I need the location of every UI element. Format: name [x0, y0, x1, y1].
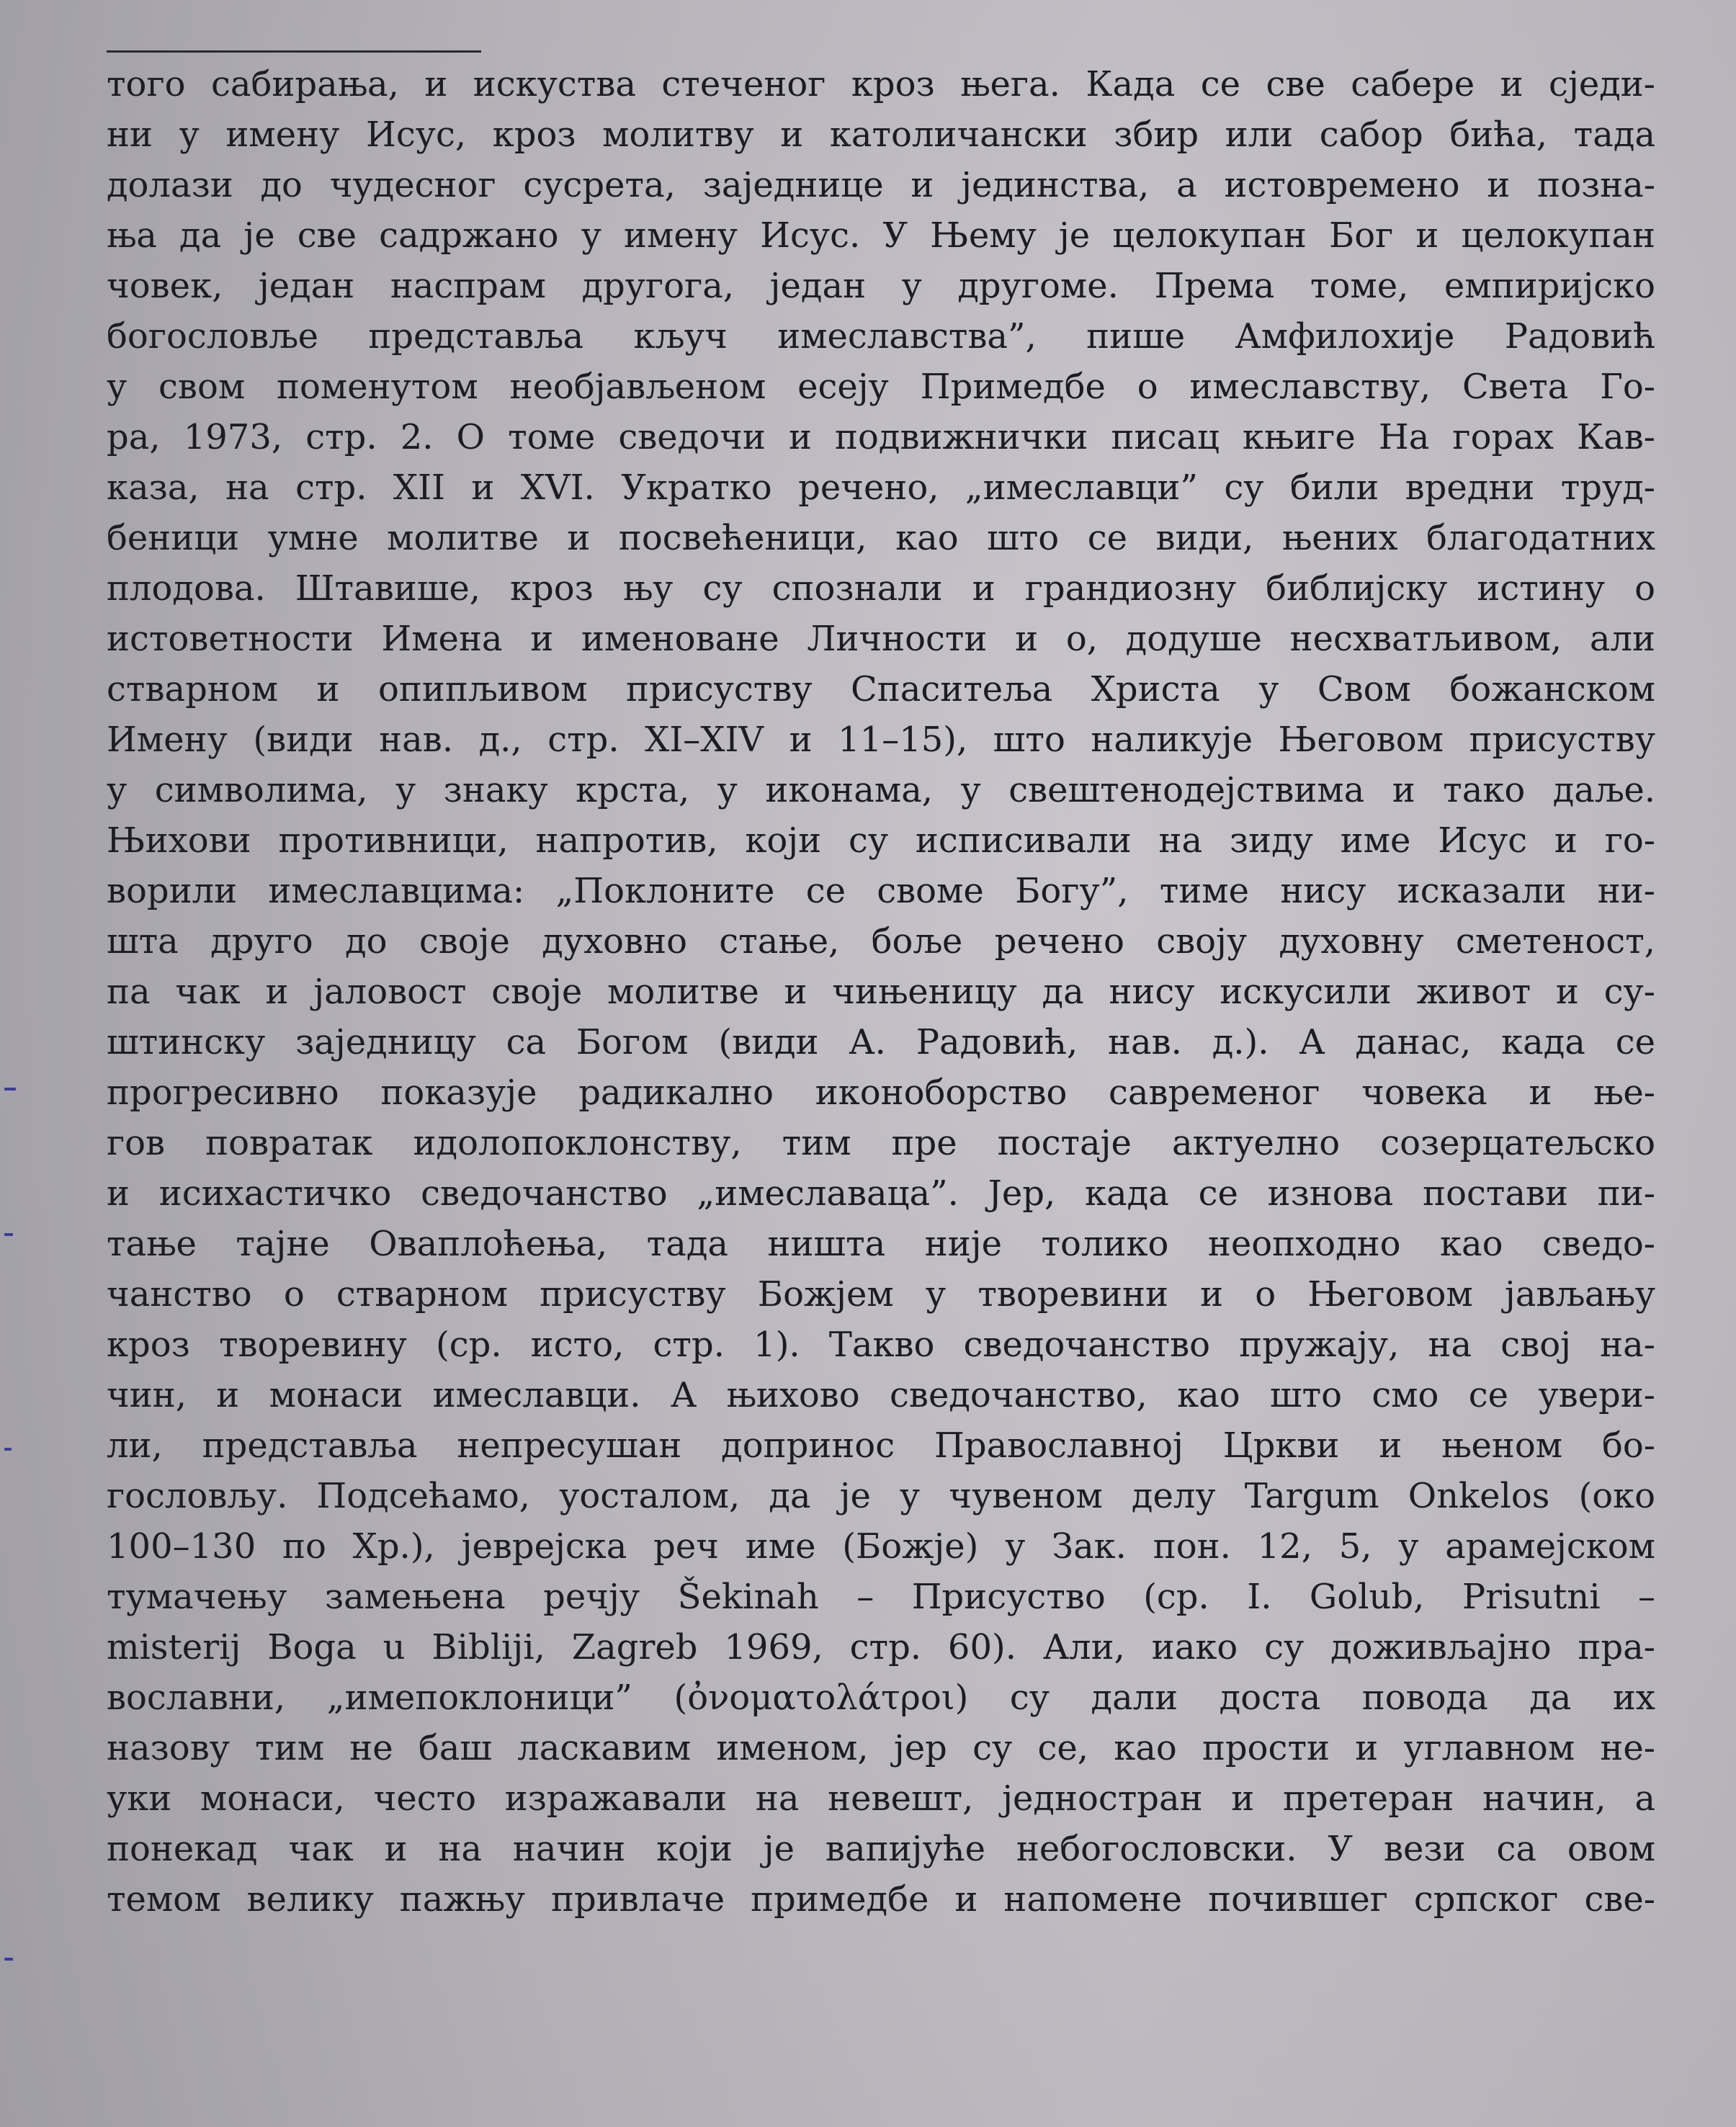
text-line: ни у имену Исус, кроз молитву и католичански збир или сабор бића, тада — [107, 115, 1655, 155]
text-line: тумачењу замењена речју Šekinah – Присуство (ср. I. Golub, Prisutni – — [107, 1577, 1655, 1617]
text-line: 100–130 по Хр.), јеврејска реч име (Божје) у Зак. пон. 12, 5, у арамејском — [107, 1526, 1655, 1567]
text-line: Имену (види нав. д., стр. XI–XIV и 11–15), што наликује Његовом присуству — [107, 720, 1655, 760]
text-line: у символима, у знаку крста, у иконама, у свештенодејствима и тако даље. — [107, 770, 1655, 810]
margin-pen-mark — [4, 1958, 13, 1961]
footnote-separator-rule — [107, 50, 481, 53]
text-line: шта друго до своје духовно стање, боље речено своју духовну сметеност, — [107, 921, 1655, 962]
text-line: у свом поменутом необјављеном есеју Примедбе о имеславству, Света Го- — [107, 367, 1655, 407]
text-line: назову тим не баш ласкавим именом, јер су се, као прости и углавном не- — [107, 1728, 1655, 1768]
text-line: кроз творевину (ср. исто, стр. 1). Такво сведочанство пружају, на свој на- — [107, 1325, 1655, 1365]
text-line: и исихастичко сведочанство „имеславаца”. Јер, када се изнова постави пи- — [107, 1173, 1655, 1214]
text-line: чин, и монаси имеславци. А њихово сведочанство, као што смо се увери- — [107, 1375, 1655, 1415]
margin-pen-mark — [4, 1233, 13, 1236]
text-line: штинску заједницу са Богом (види А. Радовић, нав. д.). А данас, када се — [107, 1022, 1655, 1062]
text-line: темом велику пажњу привлаче примедбе и напомене почившег српског све- — [107, 1879, 1655, 1920]
text-line: вославни, „имепоклоници” (ὀνοματολάτροι) су дали доста повода да их — [107, 1678, 1655, 1718]
margin-pen-mark — [4, 1088, 16, 1091]
text-line: прогресивно показује радикално иконоборство савременог човека и ње- — [107, 1073, 1655, 1113]
text-line: плодова. Штавише, кроз њу су спознали и грандиозну библијску истину о — [107, 568, 1655, 609]
text-line: misterij Boga u Bibliji, Zagreb 1969, стр. 60). Али, иако су доживљајно пра- — [107, 1627, 1655, 1667]
text-line: истоветности Имена и именоване Личности и о, додуше несхватљивом, али — [107, 619, 1655, 659]
text-line: беници умне молитве и посвећеници, као што се види, њених благодатних — [107, 518, 1655, 558]
text-line: стварном и опипљивом присуству Спаситеља Христа у Свом божанском — [107, 669, 1655, 709]
text-line: долази до чудесног сусрета, заједнице и јединства, а истовремено и позна- — [107, 165, 1655, 205]
text-line: па чак и јаловост своје молитве и чињеницу да нису искусили живот и су- — [107, 972, 1655, 1012]
text-line: ворили имеславцима: „Поклоните се своме Богу”, тиме нису исказали ни- — [107, 871, 1655, 911]
text-line: чанство о стварном присуству Божјем у творевини и о Његовом јављању — [107, 1274, 1655, 1315]
text-line: човек, један наспрам другога, један у другоме. Према томе, емпиријско — [107, 266, 1655, 306]
text-line: каза, на стр. XII и XVI. Укратко речено, „имеславци” су били вредни труд- — [107, 467, 1655, 508]
text-line: того сабирања, и искуства стеченог кроз њега. Када се све сабере и сједи- — [107, 64, 1655, 104]
text-line: богословље представља кључ имеславства”, пише Амфилохије Радовић — [107, 316, 1655, 357]
text-line: ра, 1973, стр. 2. О томе сведочи и подвижнички писац књиге На горах Кав- — [107, 417, 1655, 457]
margin-pen-mark — [4, 1448, 12, 1451]
text-line: тање тајне Оваплоћења, тада ништа није толико неопходно као сведо- — [107, 1224, 1655, 1264]
text-line: гов повратак идолопоклонству, тим пре постаје актуелно созерцатељско — [107, 1123, 1655, 1163]
text-line: уки монаси, често изражавали на невешт, једностран и претеран начин, а — [107, 1778, 1655, 1819]
text-line: Њихови противници, напротив, који су исписивали на зиду име Исус и го- — [107, 820, 1655, 861]
text-line: гословљу. Подсећамо, уосталом, да је у чувеном делу Targum Onkelos (око — [107, 1476, 1655, 1516]
footnote-text — [107, 59, 1655, 1925]
text-line: ња да је све садржано у имену Исус. У Њему је целокупан Бог и целокупан — [107, 215, 1655, 256]
text-line: ли, представља непресушан допринос Православној Цркви и њеном бо- — [107, 1425, 1655, 1466]
text-line: понекад чак и на начин који је вапијуће небогословски. У вези са овом — [107, 1829, 1655, 1869]
